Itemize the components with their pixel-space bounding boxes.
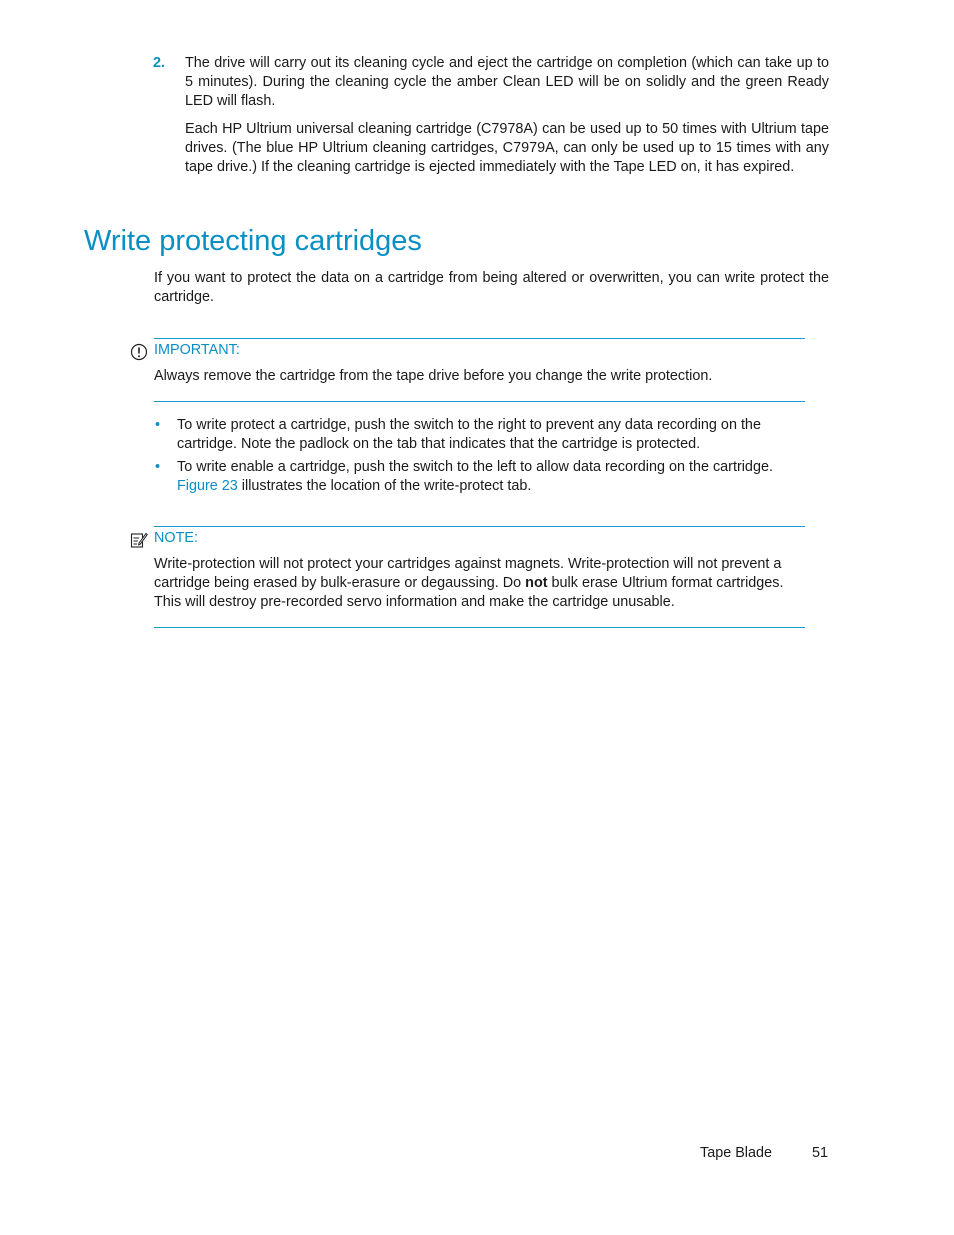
exclamation-circle-icon: [130, 343, 148, 361]
page-number: 51: [811, 1145, 828, 1161]
note-callout: [154, 526, 805, 628]
step-content: [185, 54, 829, 177]
step-paragraph-2: Each HP Ultrium universal cleaning cartridge (C7978A) can be used up to 50 times with Ultrium tape drives. (The blue HP Ultrium cleaning cartridges, C7979A, can only be used up to 15 times with any tape drive.) If the cleaning cartridge is ejected immediately with the Tape LED on, it has expired.: [185, 121, 829, 175]
note-pencil-icon: [130, 531, 148, 549]
important-text: Always remove the cartridge from the tape drive before you change the write protection.: [154, 368, 713, 384]
page-footer: [700, 1144, 830, 1164]
list-item: [154, 458, 814, 496]
figure-23-link[interactable]: Figure 23: [177, 478, 238, 494]
bullet-text-2-end: illustrates the location of the write-protect tab.: [237, 478, 532, 494]
numbered-step: [153, 54, 829, 186]
bullet-list: [154, 416, 814, 500]
note-label: NOTE:: [154, 530, 198, 546]
note-text-start: Write-protection will not protect your cartridges against magnets. Write-protection will not prevent a cartridge being erased by bulk-erasure or degaussing. Do: [154, 556, 782, 591]
bullet-marker: •: [155, 459, 161, 475]
bullet-text-2-start: To write enable a cartridge, push the switch to the left to allow data recording on the cartridge.: [177, 459, 773, 475]
bullet-text-1: To write protect a cartridge, push the switch to the right to prevent any data recording on the cartridge. Note the padlock on the tab that indicates that the cartridge is protected.: [177, 417, 761, 452]
step-number: 2.: [153, 55, 166, 71]
note-emphasis: not: [525, 575, 548, 591]
note-text: [154, 555, 805, 612]
section-intro: If you want to protect the data on a cartridge from being altered or overwritten, you can write protect the cartridge.: [154, 270, 829, 305]
step-paragraph-1: The drive will carry out its cleaning cycle and eject the cartridge on completion (which can take up to 5 minutes). During the cleaning cycle the amber Clean LED will be on solidly and the green Ready LED will flash.: [185, 55, 829, 109]
note-text-end: bulk erase Ultrium format cartridges. This will destroy pre-recorded servo information and make the cartridge unusable.: [154, 575, 784, 610]
important-callout: [154, 338, 805, 402]
list-item: [154, 416, 814, 454]
footer-title: Tape Blade: [700, 1145, 773, 1161]
important-label: IMPORTANT:: [154, 342, 240, 358]
section-heading: Write protecting cartridges: [84, 225, 422, 257]
bullet-marker: •: [155, 417, 161, 433]
